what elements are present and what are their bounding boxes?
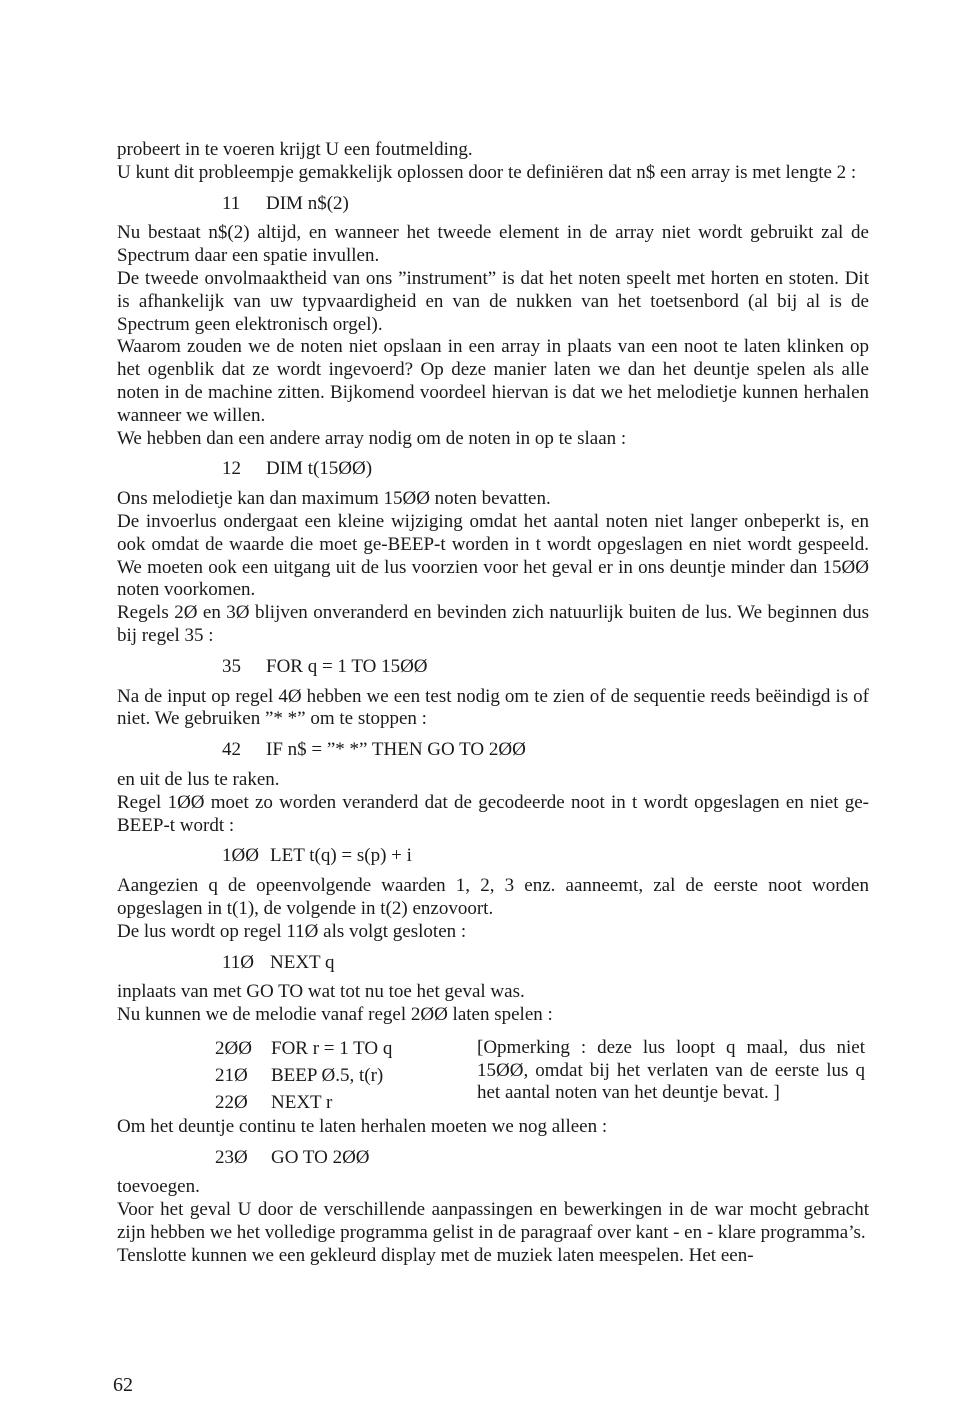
line-number: 35 — [222, 655, 241, 677]
paragraph: en uit de lus te raken. — [117, 768, 280, 790]
code-line-11 — [222, 193, 869, 216]
paragraph: toevoegen. — [117, 1176, 200, 1198]
paragraph: probeert in te voeren krijgt U een foutmelding. — [117, 139, 473, 160]
paragraph: Om het deuntje continu te laten herhalen moeten we nog alleen : — [117, 1115, 608, 1137]
line-number: 21Ø — [215, 1064, 248, 1086]
paragraph: U kunt dit probleempje gemakkelijk oplossen door te definiëren dat n$ een array is met lengte 2 : — [117, 161, 857, 183]
code-text: NEXT q — [270, 951, 335, 973]
code-block-lines — [215, 1035, 477, 1116]
paragraph: Na de input op regel 4Ø hebben we een test nodig om te zien of de sequentie reeds beëindigd is of niet. We gebruiken ”* *” om te stoppen : — [117, 685, 869, 730]
line-number: 42 — [222, 739, 241, 761]
line-number: 1ØØ — [222, 845, 259, 867]
line-number: 2ØØ — [215, 1037, 252, 1059]
code-line-220 — [215, 1089, 477, 1116]
line-number: 11 — [222, 192, 241, 214]
code-text: NEXT r — [271, 1091, 333, 1113]
code-text: LET t(q) = s(p) + i — [270, 845, 412, 867]
line-number: 22Ø — [215, 1091, 248, 1113]
code-text: DIM t(15ØØ) — [266, 458, 373, 480]
code-line-200 — [215, 1035, 477, 1062]
paragraph: Regels 2Ø en 3Ø blijven onveranderd en bevinden zich natuurlijk buiten de lus. We beginnen dus bij regel 35 : — [117, 602, 869, 646]
paragraph: Waarom zouden we de noten niet opslaan in een array in plaats van een noot te laten klinken op het ogenblik dat ze wordt ingevoerd? Op deze manier laten we dan het deuntje spelen als alle noten in de machine zitten. Bijkomend voordeel hiervan is dat we het melodietje kunnen herhalen wanneer we willen. — [117, 336, 869, 426]
code-text: FOR r = 1 TO q — [271, 1037, 393, 1059]
paragraph: Aangezien q de opeenvolgende waarden 1, 2, 3 enz. aanneemt, zal de eerste noot worden opgeslagen in t(1), de volgende in t(2) enzovoort. — [117, 875, 869, 919]
line-number: 11Ø — [222, 951, 255, 973]
paragraph: De lus wordt op regel 11Ø als volgt gesloten : — [117, 920, 467, 942]
code-text: DIM n$(2) — [266, 192, 349, 214]
body-text — [117, 139, 869, 1268]
code-text: GO TO 2ØØ — [271, 1146, 370, 1168]
paragraph: Nu kunnen we de melodie vanaf regel 2ØØ laten spelen : — [117, 1004, 553, 1026]
paragraph: Nu bestaat n$(2) altijd, en wanneer het tweede element in de array niet wordt gebruikt zal de Spectrum daar een spatie invullen. — [117, 222, 869, 267]
code-block-with-note — [215, 1035, 869, 1116]
paragraph: Tenslotte kunnen we een gekleurd display met de muziek laten meespelen. Het een- — [117, 1244, 754, 1266]
line-number: 12 — [222, 458, 241, 480]
remark-note: [Opmerking : deze lus loopt q maal, dus niet 15ØØ, omdat bij het verlaten van de eerste lus q het aantal noten van het deuntje bevat. ] — [477, 1036, 865, 1104]
paragraph: We hebben dan een andere array nodig om de noten in op te slaan : — [117, 427, 627, 449]
paragraph: De invoerlus ondergaat een kleine wijziging omdat het aantal noten niet langer onbeperkt is, en ook omdat de waarde die moet ge-BEEP-t worden in t wordt opgeslagen en niet wordt gespeeld. We moeten ook een uitgang uit de lus voorzien voor het geval er in ons deuntje minder dan 15ØØ noten voorkomen. — [117, 510, 869, 601]
code-line-100 — [222, 845, 869, 868]
paragraph: inplaats van met GO TO wat tot nu toe het geval was. — [117, 981, 525, 1003]
code-text: BEEP Ø.5, t(r) — [271, 1064, 384, 1086]
code-line-110 — [222, 952, 869, 975]
paragraph: Regel 1ØØ moet zo worden veranderd dat de gecodeerde noot in t wordt opgeslagen en niet ge-BEEP-t wordt : — [117, 791, 869, 836]
code-text: FOR q = 1 TO 15ØØ — [266, 655, 428, 677]
paragraph: Ons melodietje kan dan maximum 15ØØ noten bevatten. — [117, 488, 551, 510]
paragraph: Voor het geval U door de verschillende aanpassingen en bewerkingen in de war mocht gebracht zijn hebben we het volledige programma gelist in de paragraaf over kant - en - klare programma’s. — [117, 1199, 869, 1244]
code-line-42 — [222, 739, 869, 762]
page-number: 62 — [113, 1374, 133, 1396]
code-line-210 — [215, 1062, 477, 1089]
code-line-230 — [215, 1147, 869, 1170]
code-line-12 — [222, 458, 869, 481]
code-text: IF n$ = ”* *” THEN GO TO 2ØØ — [266, 739, 526, 761]
code-line-35 — [222, 656, 869, 679]
line-number: 23Ø — [215, 1146, 248, 1168]
paragraph: De tweede onvolmaaktheid van ons ”instrument” is dat het noten speelt met horten en stoten. Dit is afhankelijk van uw typvaardigheid en van de nukken van het toetsenbord (al bij al is de Spectrum geen elektronisch orgel). — [117, 267, 869, 335]
